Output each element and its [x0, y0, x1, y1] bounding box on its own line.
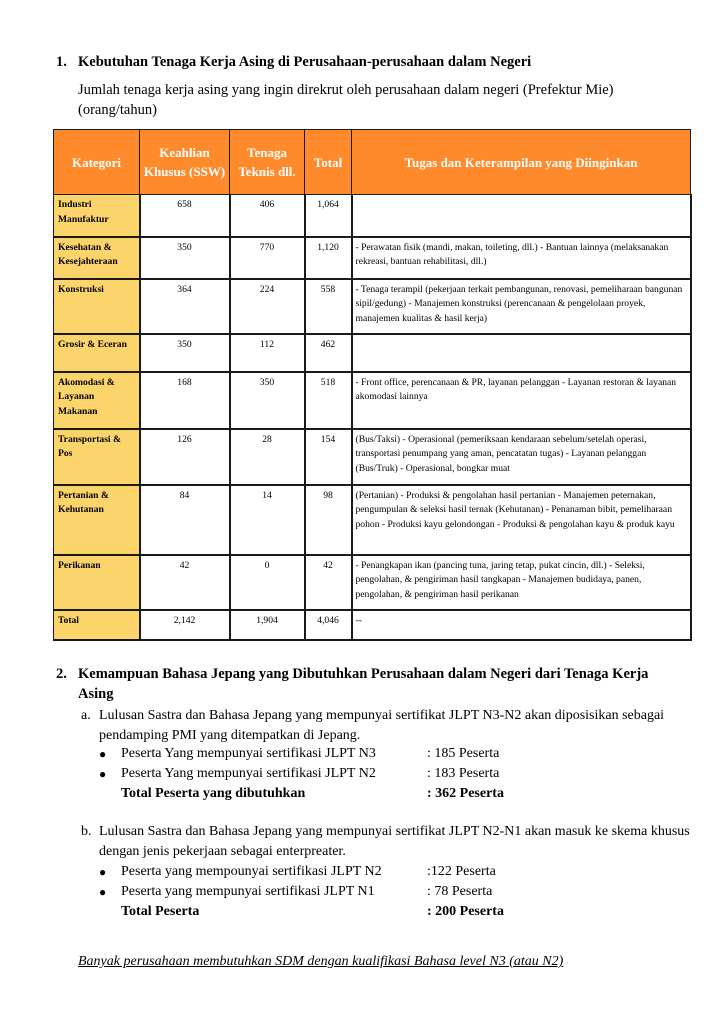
cell-tugas: - Tenaga terampil (pekerjaan terkait pembangunan, renovasi, pemeliharaan bangunan sipil/gedung) - Manajemen konstruksi (perencanaan & pengelolaan proyek, manajemen kualitas & hasil kerja) [352, 279, 691, 334]
cell-total: 154 [305, 429, 352, 485]
cell-ssw: 42 [140, 555, 230, 610]
header-tugas: Tugas dan Keterampilan yang Diinginkan [352, 130, 691, 195]
cell-kategori: Industri Manufaktur [54, 195, 140, 237]
cell-total: 1,064 [305, 195, 352, 237]
cell-total: 518 [305, 372, 352, 429]
footer-note: Banyak perusahaan membutuhkan SDM dengan kualifikasi Bahasa level N3 (atau N2) [78, 954, 564, 969]
cell-teknis: 14 [230, 485, 305, 555]
section1-intro: Jumlah tenaga kerja asing yang ingin direkrut oleh perusahaan dalam negeri (Prefektur Mie) (orang/tahun) [78, 82, 614, 118]
cell-ssw: 168 [140, 372, 230, 429]
cell-tugas [352, 195, 691, 237]
cell-tugas: - Penangkapan ikan (pancing tuna, jaring tetap, pukat cincin, dll.) - Seleksi, pengolahan, & pengiriman hasil tangkapan - Manajemen budidaya, panen, pengolahan, & pengiriman hasil perikanan [352, 555, 691, 610]
header-kategori: Kategori [54, 130, 140, 195]
cell-teknis: 112 [230, 334, 305, 372]
cell-tugas: -- [352, 610, 691, 640]
cell-total: 4,046 [305, 610, 352, 640]
cell-ssw: 350 [140, 237, 230, 279]
cell-ssw: 126 [140, 429, 230, 485]
list-item: ● Peserta yang mempounyai sertifikasi JLPT N2 [121, 862, 382, 882]
cell-teknis: 350 [230, 372, 305, 429]
section1-number: 1. [56, 54, 67, 70]
table-row [54, 279, 691, 334]
bullet-icon: ● [99, 865, 107, 879]
cell-tugas [352, 334, 691, 372]
table-total-row [54, 610, 691, 640]
bullet-icon: ● [99, 747, 107, 761]
header-total: Total [305, 130, 352, 195]
table-header-row [54, 130, 691, 195]
header-teknis: Tenaga Teknis dll. [230, 130, 305, 195]
section2-heading [56, 664, 678, 704]
recruitment-table [53, 129, 692, 641]
total-label: Total Peserta [121, 904, 200, 919]
section2-number: 2. [56, 666, 67, 682]
cell-kategori: Akomodasi & Layanan Makanan [54, 372, 140, 429]
cell-ssw: 658 [140, 195, 230, 237]
table-row [54, 195, 691, 237]
cell-kategori: Konstruksi [54, 279, 140, 334]
cell-teknis: 1,904 [230, 610, 305, 640]
section2-a-text: a. Lulusan Sastra dan Bahasa Jepang yang mempunyai sertifikat JLPT N3-N2 akan diposisikan sebagai pendamping PMI yang ditempatkan di Jepang. [81, 708, 665, 743]
table-row [54, 555, 691, 610]
list-item-value: : 185 Peserta [427, 746, 500, 761]
cell-teknis: 770 [230, 237, 305, 279]
cell-total: 1,120 [305, 237, 352, 279]
table-row [54, 372, 691, 429]
table-row [54, 237, 691, 279]
section2-b-label: b. [81, 824, 92, 839]
cell-tugas: (Bus/Taksi) - Operasional (pemeriksaan kendaraan sebelum/setelah operasi, transportasi penumpang yang aman, pencatatan tugas) - Layanan pelanggan (Bus/Truk) - Operasional, bongkar muat [352, 429, 691, 485]
cell-kategori: Pertanian & Kehutanan [54, 485, 140, 555]
cell-kategori: Transportasi & Pos [54, 429, 140, 485]
cell-kategori: Kesehatan & Kesejahteraan [54, 237, 140, 279]
cell-kategori: Total [54, 610, 140, 640]
section1-heading [56, 52, 532, 72]
cell-kategori: Grosir & Eceran [54, 334, 140, 372]
cell-ssw: 350 [140, 334, 230, 372]
bullet-icon: ● [99, 885, 107, 899]
list-item-value: :122 Peserta [427, 864, 496, 879]
cell-teknis: 28 [230, 429, 305, 485]
cell-ssw: 2,142 [140, 610, 230, 640]
cell-total: 558 [305, 279, 352, 334]
cell-tugas: - Perawatan fisik (mandi, makan, toileting, dll.) - Bantuan lainnya (melaksanakan rekreasi, bantuan rehabilitasi, dll.) [352, 237, 691, 279]
cell-total: 462 [305, 334, 352, 372]
total-value: : 362 Peserta [427, 786, 504, 801]
cell-ssw: 84 [140, 485, 230, 555]
section2-a-label: a. [81, 708, 91, 723]
cell-tugas: (Pertanian) - Produksi & pengolahan hasil pertanian - Manajemen peternakan, pengumpulan & seleksi hasil ternak (Kehutanan) - Penanaman bibit, pemeliharaan pohon - Produksi kayu gelondongan - Produksi & pengolahan kayu & produk kayu [352, 485, 691, 555]
total-value: : 200 Peserta [427, 904, 504, 919]
cell-total: 98 [305, 485, 352, 555]
header-ssw: Keahlian Khusus (SSW) [140, 130, 230, 195]
list-item: ● Peserta Yang mempunyai sertifikasi JLPT N3 [121, 744, 376, 764]
cell-teknis: 406 [230, 195, 305, 237]
list-item: ● Peserta yang mempunyai sertifikasi JLPT N1 [121, 882, 375, 902]
table-row [54, 485, 691, 555]
cell-teknis: 224 [230, 279, 305, 334]
bullet-icon: ● [99, 767, 107, 781]
cell-tugas: - Front office, perencanaan & PR, layanan pelanggan - Layanan restoran & layanan akomodasi lainnya [352, 372, 691, 429]
section2-b-text: b. Lulusan Sastra dan Bahasa Jepang yang mempunyai sertifikat JLPT N2-N1 akan masuk ke skema khusus dengan jenis pekerjaan sebagai enterpreater. [81, 824, 690, 859]
section1-title: Kebutuhan Tenaga Kerja Asing di Perusahaan-perusahaan dalam Negeri [78, 54, 532, 70]
cell-ssw: 364 [140, 279, 230, 334]
list-item-value: : 183 Peserta [427, 766, 500, 781]
list-item-value: : 78 Peserta [427, 884, 493, 899]
list-item: ● Peserta Yang mempunyai sertifikasi JLPT N2 [121, 764, 376, 784]
table-row [54, 429, 691, 485]
cell-teknis: 0 [230, 555, 305, 610]
total-label: Total Peserta yang dibutuhkan [121, 786, 306, 801]
section2-title: Kemampuan Bahasa Jepang yang Dibutuhkan Perusahaan dalam Negeri dari Tenaga Kerja Asing [78, 666, 649, 702]
table-row [54, 334, 691, 372]
cell-total: 42 [305, 555, 352, 610]
cell-kategori: Perikanan [54, 555, 140, 610]
